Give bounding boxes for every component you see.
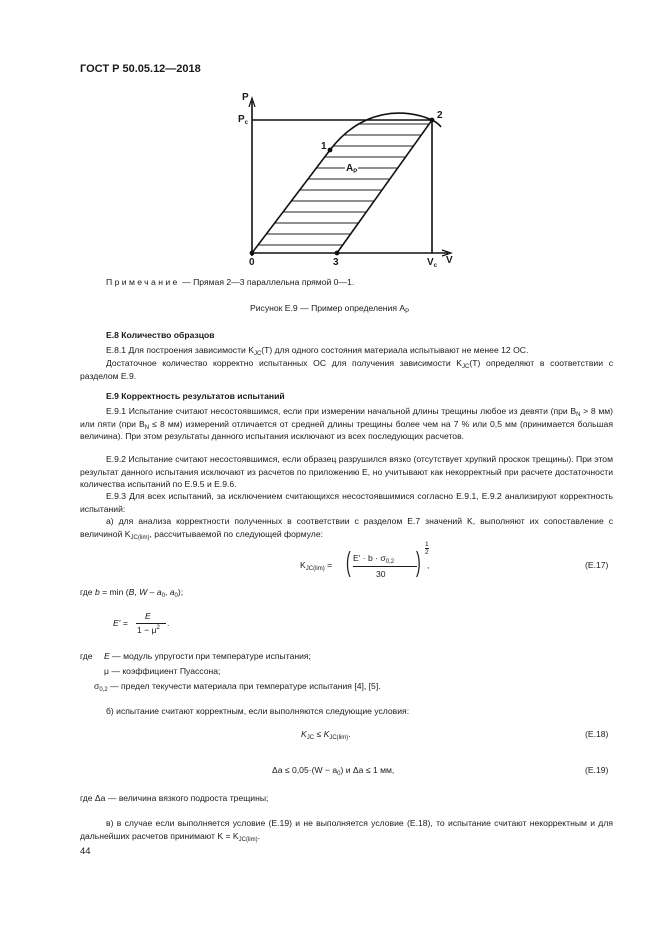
paragraph-e9-2: Е.9.2 Испытание считают несостоявшимся, если образец разрушился вязко (отсутствует хрупкий проскок трещины). При этом результат данного испытания исключают из расчетов по приложению Е, но учитывают как некорректный при расчете достаточности количества испытаний по Е.9.5 и Е.9.6. [80,454,613,489]
definition-mu: μ — коэффициент Пуассона; [104,666,221,676]
point-3-marker [335,251,340,256]
where-label: где [80,651,93,661]
point-label-3: 3 [333,257,339,268]
axis-label-p: P [242,92,249,103]
equation-e19: $\Delta a \le 0,05\cdot(W - a_0)$ и Δa ≤ 1 мм, [272,765,395,777]
point-2-marker [430,118,435,123]
diagram-outline [249,98,451,256]
paragraph-e9-3-v: в) в случае если выполняется условие (Е.19) и не выполняется условие (Е.18), то испытание считают некорректным и для дальнейших расчетов принимают $K = K_{JC(lim)}$. [80,818,613,843]
point-label-2: 2 [437,110,443,121]
paragraph-e9-3: Е.9.3 Для всех испытаний, за исключением считающихся несостоявшимися согласно Е.9.1, Е.9.2 анализируют корректность испытаний: [80,491,613,514]
axis-label-v: V [446,255,453,266]
point-0-marker [250,251,255,256]
equation-number-e17: (Е.17) [585,560,609,570]
point-label-1: 1 [321,141,327,152]
definition-sigma: $\sigma_{0,2}$ — предел текучести материала при температуре испытания [4], [5]. [94,681,381,693]
paragraph-e9-3-a: а) для анализа корректности полученных в соответствии с разделом Е.7 значений K, выполняют их сопоставление с величиной $K_{JC(lim)}$, рассчитываемой по следующей формуле: [80,516,613,541]
point-1-marker [328,148,333,153]
equation-number-e18: (Е.18) [585,729,609,739]
paragraph-e9-1: Е.9.1 Испытание считают несостоявшимся, если при измерении начальной длины трещины любое из девяти (при $B_N > 8$ мм) или пяти (при $B_N \le 8$ мм) измерений отличается от средней длины трещины более чем на 7 % или 0,5 мм (принимается большая величина). При этом результаты данного испытания исключают из всех последующих расчетов. [80,406,613,441]
definition-delta-a: где Δa — величина вязкого подроста трещины; [80,793,269,803]
paragraph-e9-3-b: б) испытание считают корректным, если выполняются следующие условия: [106,706,410,716]
axis-label-vc: $V_c$ [427,257,438,269]
document-header: ГОСТ Р 50.05.12—2018 [80,63,201,75]
figure-note: Примечание — Прямая 2—3 параллельна прямой 0—1. [106,277,355,287]
point-label-0: 0 [249,257,255,268]
hatch-lines [230,113,450,256]
unloading-line-2-3 [337,120,432,253]
axis-label-pc: $P_c$ [238,114,249,126]
equation-e18: $K_{JC} \le K_{JC(lim)}$. [301,729,351,741]
figure-caption: Рисунок Е.9 — Пример определения $A_P$ [250,303,410,315]
figure-pv-diagram [0,0,661,300]
area-label-ap: $A_P$ [346,163,358,175]
definition-e: E — модуль упругости при температуре испытания; [104,651,311,661]
paragraph-e8-1: Е.8.1 Для построения зависимости $K_{JC}(T)$ для одного состояния материала испытывают не менее 12 ОС. [106,345,529,357]
section-e8-title: Е.8 Количество образцов [106,330,215,340]
paragraph-e8-sufficiency: Достаточное количество корректно испытанных ОС для получения зависимости $K_{JC}(T)$ определяют в соответствии с разделом Е.9. [80,358,613,381]
section-e9-title: Е.9 Корректность результатов испытаний [106,391,285,401]
definition-b: где b = min (B, W – $a_0$, $a_0$); [80,587,184,599]
page-number: 44 [80,846,91,857]
equation-number-e19: (Е.19) [585,765,609,775]
